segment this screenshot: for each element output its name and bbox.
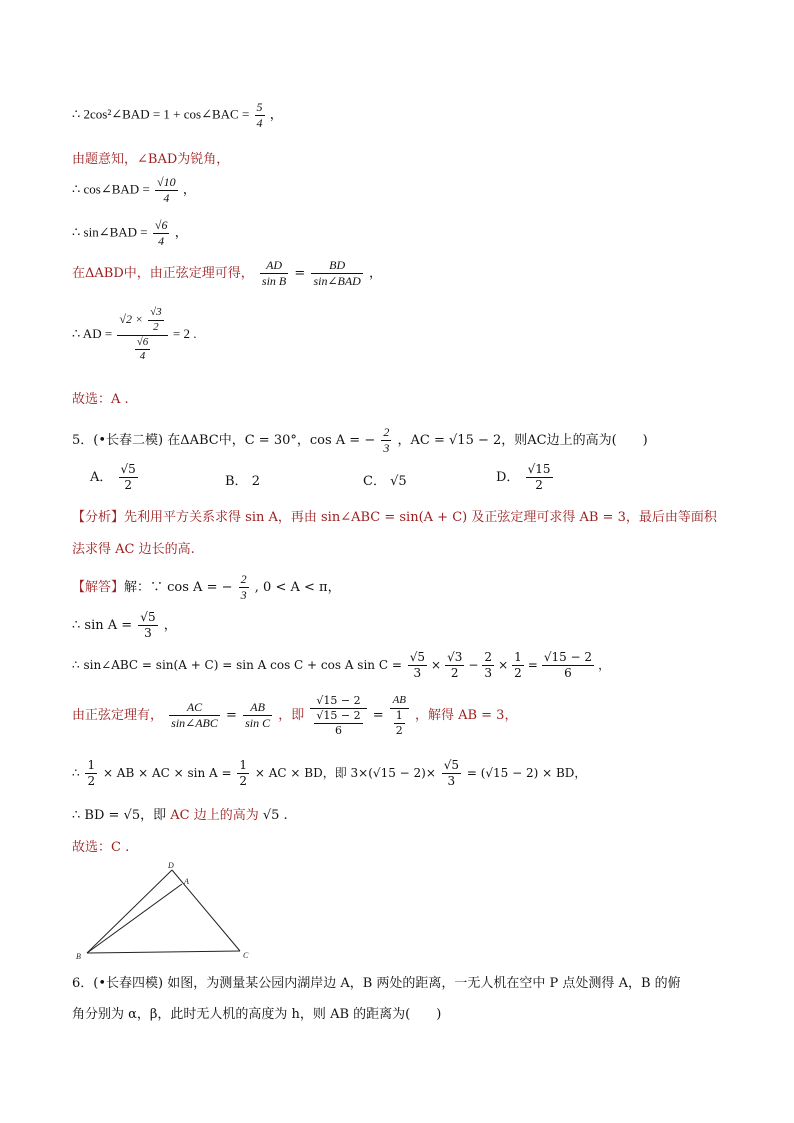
fraction-term [408, 650, 427, 681]
text: = (√15 − 2) × BD， [466, 766, 587, 780]
numerator: √15 − 2 [543, 650, 593, 664]
text: = 2 . [172, 325, 197, 341]
fraction [243, 700, 272, 731]
numerator: 1 [395, 708, 403, 722]
line-sin-bad [72, 218, 188, 249]
denominator: 4 [139, 350, 146, 363]
triangle-figure [70, 858, 260, 962]
text: ∴ 2cos²∠BAD = 1 + cos∠BAC = [72, 106, 250, 122]
text: = [372, 708, 384, 724]
denominator: 3 [144, 626, 152, 640]
q6-line1: 6．(•长春四模) 如图，为测量某公园内湖岸边 A，B 两处的距离，一无人机在空中 P 点处测得 A，B 的俯 [72, 976, 681, 991]
text: × AB × AC × sin A = [102, 766, 232, 780]
q5-answer-line3 [72, 650, 612, 681]
numerator: √3 [447, 650, 463, 664]
q5-analysis-line1 [72, 506, 717, 525]
fraction [526, 462, 553, 493]
line-choose-a: 故选：A . [72, 392, 129, 407]
text: √2 × [119, 312, 144, 326]
denominator: 2 [124, 478, 132, 492]
operator: × [498, 658, 509, 672]
option-text: √5 [390, 474, 407, 489]
denominator [117, 336, 167, 365]
fraction [148, 306, 164, 335]
text: ∴ BD = √5，即 [72, 808, 167, 823]
denominator: sin B [261, 274, 287, 288]
fraction [135, 336, 151, 365]
fraction [314, 709, 362, 738]
fraction [260, 258, 288, 289]
fraction-term [482, 650, 494, 681]
fraction [381, 425, 391, 456]
numerator: √5 [140, 610, 156, 624]
fraction [394, 709, 405, 738]
q5-option-a[interactable] [90, 462, 140, 493]
text: = [226, 708, 237, 724]
text: AC 边上的高为 [170, 808, 259, 823]
numerator: 2 [383, 425, 390, 439]
text: ∴ AD = [72, 325, 113, 341]
line-cos-bad [72, 175, 196, 206]
answer-tag: 【解答】 [72, 580, 125, 595]
numerator: AD [260, 258, 288, 274]
denominator: 4 [256, 116, 263, 130]
numerator: AC [169, 700, 220, 716]
segment-dc [172, 870, 240, 951]
denominator: 4 [158, 234, 165, 248]
text: ， [368, 266, 382, 281]
denominator: 2 [535, 478, 543, 492]
text: ∴ cos∠BAD = [72, 181, 150, 197]
denominator: 3 [240, 588, 247, 602]
denominator: sin∠BAD [313, 274, 361, 288]
text: ∴ sin A = [72, 618, 133, 633]
text: 先利用平方关系求得 sin A，再由 sin∠ABC = sin(A + C) 及正弦定理可求得 AB = 3，最后由等面积 [124, 510, 717, 525]
operator: ， [598, 658, 611, 672]
fraction [85, 758, 97, 789]
denominator: sin C [245, 716, 271, 731]
denominator: 3 [383, 441, 390, 455]
text: ，解得 AB = 3， [414, 708, 518, 724]
text: ∴ sin∠BAD = [72, 224, 148, 240]
line-sine-law-abd [72, 258, 382, 289]
text: ， [174, 224, 188, 240]
q5-answer-line6 [72, 804, 288, 823]
numerator: √6 [154, 218, 168, 232]
denominator: 6 [335, 723, 342, 737]
q5-answer-line2 [72, 610, 177, 641]
denominator: 2 [450, 666, 459, 680]
operator: × [431, 658, 442, 672]
fraction [239, 572, 249, 603]
q5-option-b[interactable] [225, 470, 260, 489]
fraction-term [445, 650, 464, 681]
fraction [255, 100, 265, 131]
text: ∴ sin∠ABC = sin(A + C) = sin A cos C + cos A sin C = [72, 658, 402, 672]
numerator [117, 306, 167, 336]
text: , 0 < A < π， [254, 580, 341, 595]
numerator: √15 [527, 462, 551, 476]
text: √5 . [262, 808, 288, 823]
q6-line2: 角分别为 α，β，此时无人机的高度为 h，则 AB 的距离为( ) [72, 1007, 442, 1022]
numerator: √5 [409, 650, 426, 664]
numerator: 5 [256, 100, 263, 114]
numerator: √10 [157, 175, 176, 189]
label-c: C [243, 951, 249, 960]
segment-bd [87, 870, 172, 953]
numerator: 2 [484, 650, 493, 664]
text: × AC × BD，即 3×(√15 − 2)× [254, 766, 436, 780]
numerator: AB [390, 694, 409, 709]
text: 解：∵ cos A = − [124, 580, 233, 595]
denominator: 2 [87, 774, 96, 788]
line-2cos-bad [72, 100, 283, 131]
option-label: A． [90, 470, 113, 485]
text: ，即 [278, 708, 305, 724]
option-label: B． [225, 474, 248, 489]
denominator: 2 [153, 320, 159, 333]
fraction [155, 175, 178, 206]
operator: = [527, 658, 538, 672]
q5-analysis-line2: 法求得 AC 边长的高. [72, 542, 195, 557]
q5-option-d[interactable] [496, 462, 555, 493]
denominator: 3 [447, 774, 456, 788]
line-acute-angle: 由题意知，∠BAD为锐角， [72, 152, 230, 167]
label-a: A [184, 877, 189, 886]
numerator: √3 [148, 306, 164, 321]
label-b: B [76, 952, 81, 961]
compound-fraction [390, 694, 409, 737]
denominator [390, 709, 409, 738]
numerator: √6 [135, 336, 151, 351]
denominator: 3 [484, 666, 493, 680]
text: ， [163, 618, 177, 633]
q5-answer-line1 [72, 572, 341, 603]
fraction-term [542, 650, 594, 681]
option-text: 2 [251, 474, 260, 489]
text: ，AC = √15 − 2，则AC边上的高为( ) [397, 433, 648, 448]
compound-fraction [310, 694, 366, 737]
q5-answer-line4 [72, 694, 517, 737]
numerator: 2 [240, 572, 247, 586]
fraction [119, 462, 138, 493]
denominator: 2 [514, 666, 522, 680]
denominator: 2 [239, 774, 248, 788]
text: 5．(•长春二模) 在ΔABC中，C = 30°，cos A = − [72, 433, 376, 448]
numerator: 1 [514, 650, 522, 664]
text: = [294, 266, 306, 281]
text: ， [269, 106, 283, 122]
text: ∴ [72, 766, 80, 780]
fraction [169, 700, 220, 731]
option-label: C． [363, 474, 386, 489]
numerator: BD [311, 258, 362, 274]
denominator: 2 [395, 723, 403, 737]
fraction [442, 758, 461, 789]
fraction [138, 610, 157, 641]
q5-option-c[interactable] [363, 470, 407, 489]
text: ， [182, 181, 196, 197]
text: 由正弦定理有， [72, 708, 164, 724]
numerator: √5 [443, 758, 459, 772]
operator: − [468, 658, 479, 672]
denominator [310, 709, 366, 738]
fraction [153, 218, 170, 249]
denominator: 3 [413, 666, 422, 680]
q5-stem [72, 425, 648, 456]
numerator: √15 − 2 [316, 708, 361, 722]
label-d: D [168, 861, 174, 870]
fraction [237, 758, 249, 789]
analysis-tag: 【分析】 [72, 510, 125, 525]
fraction-term [512, 650, 524, 681]
option-label: D． [496, 470, 520, 485]
text: 在ΔABD中，由正弦定理可得， [72, 266, 254, 281]
numerator: √5 [120, 462, 136, 476]
denominator: 6 [564, 666, 572, 680]
numerator: 1 [87, 758, 96, 772]
segment-ba [87, 884, 182, 953]
numerator: √15 − 2 [310, 694, 366, 709]
numerator: AB [243, 700, 272, 716]
term-list [406, 650, 612, 680]
q5-answer-choice: 故选：C . [72, 840, 130, 855]
fraction [311, 258, 362, 289]
line-ad-equals [72, 306, 197, 364]
denominator: sin∠ABC [171, 716, 218, 731]
numerator: 1 [239, 758, 248, 772]
denominator: 4 [163, 191, 170, 205]
compound-fraction [117, 306, 167, 364]
segment-bc [87, 951, 240, 953]
q5-answer-line5 [72, 758, 586, 789]
